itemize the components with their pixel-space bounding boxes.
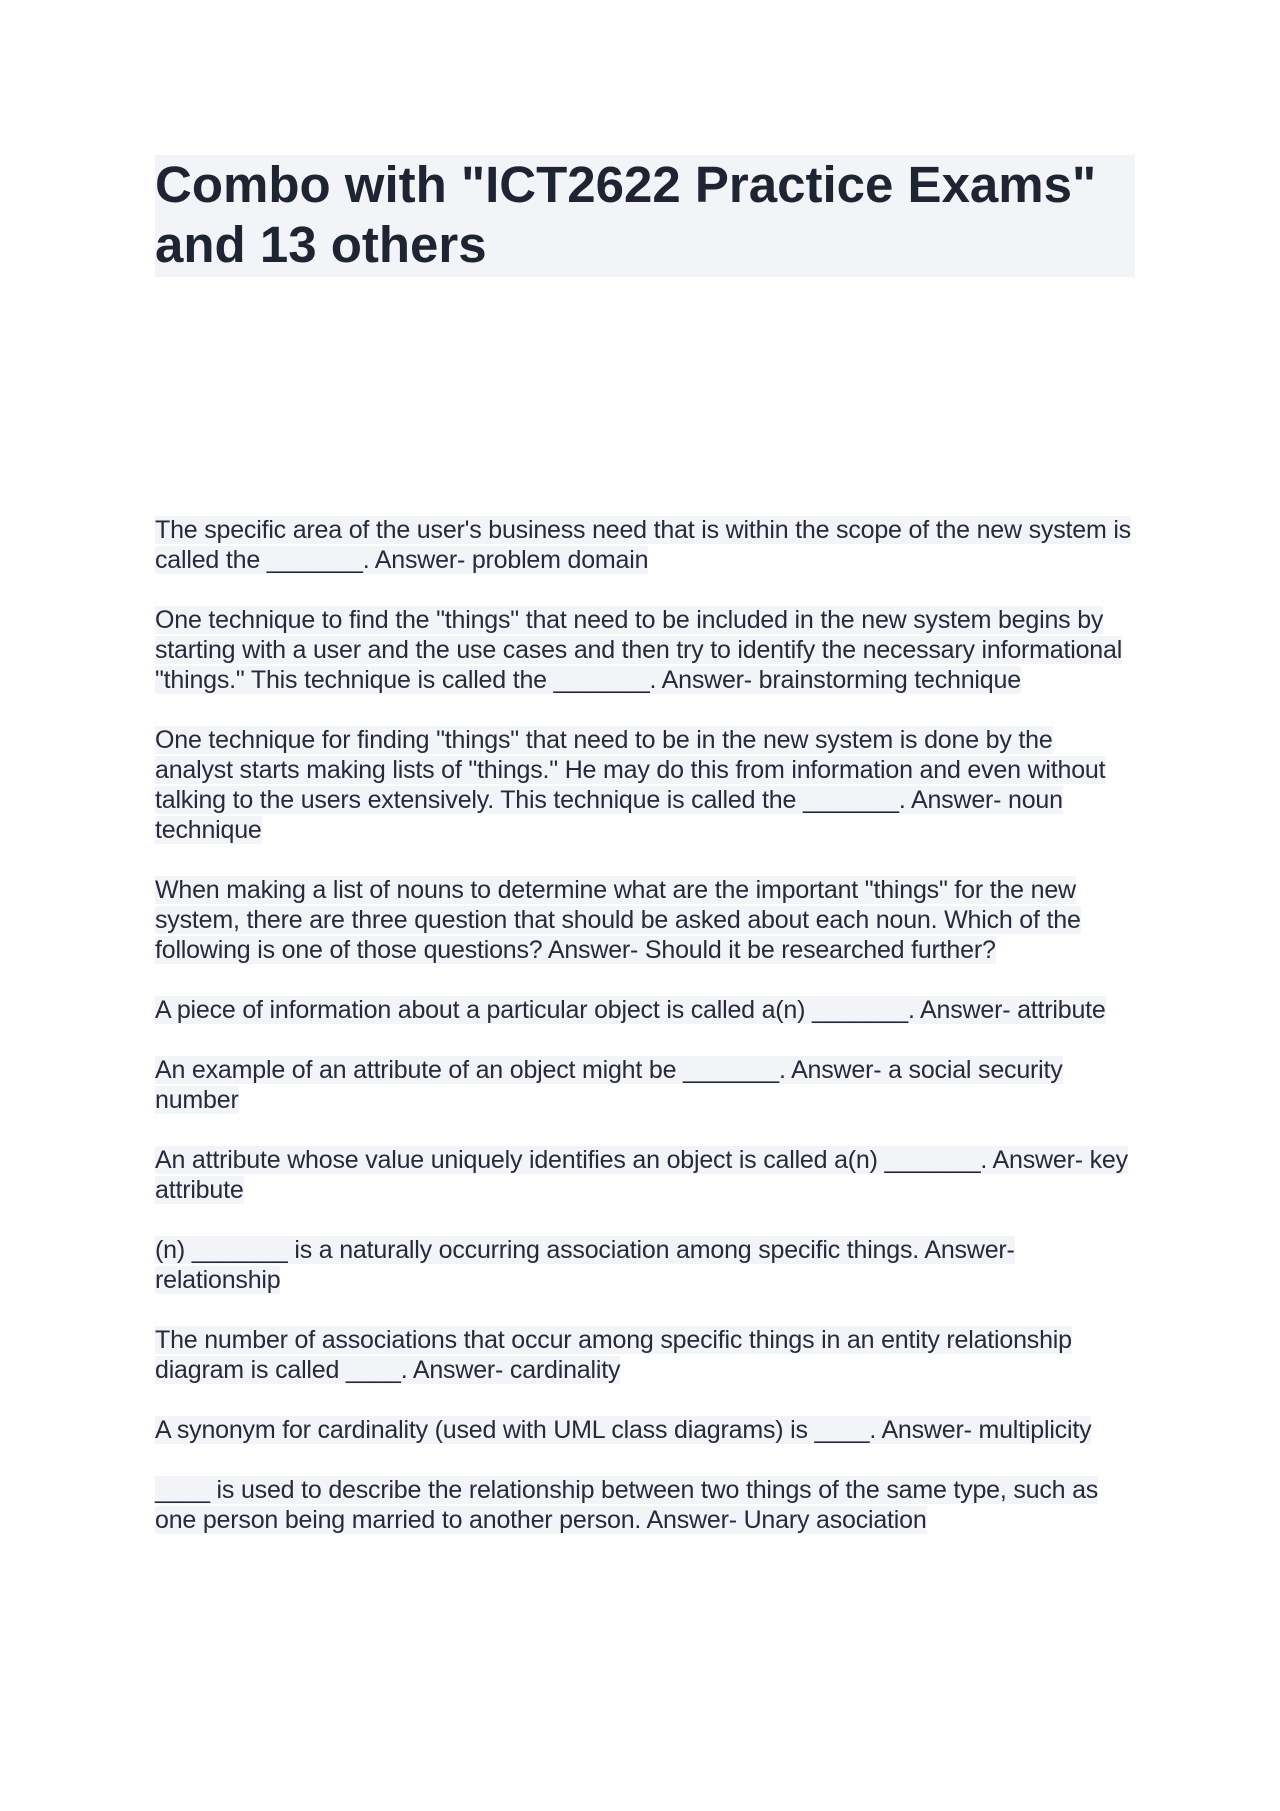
qa-text: One technique for finding "things" that need to be in the new system is done by the analyst starts making lists of "things." He may do this from information and even without talking to the users extensively. This technique is called the _______. Answer- noun technique: [155, 726, 1106, 844]
qa-item: [155, 1415, 1135, 1445]
qa-item: [155, 1475, 1135, 1535]
qa-text: When making a list of nouns to determine what are the important "things" for the new system, there are three question that should be asked about each noun. Which of the following is one of those questions? Answer- Should it be researched further?: [155, 876, 1081, 964]
qa-list: [155, 515, 1135, 1565]
qa-text: A piece of information about a particular object is called a(n) _______. Answer- attribute: [155, 996, 1106, 1024]
qa-text: The number of associations that occur among specific things in an entity relationship diagram is called ____. Answer- cardinality: [155, 1326, 1072, 1384]
qa-item: [155, 1145, 1135, 1205]
qa-item: [155, 995, 1135, 1025]
document-page: [155, 155, 1135, 1534]
qa-item: [155, 1055, 1135, 1115]
qa-text: (n) _______ is a naturally occurring association among specific things. Answer- relationship: [155, 1236, 1015, 1294]
qa-item: [155, 725, 1135, 845]
qa-text: An example of an attribute of an object might be _______. Answer- a social security number: [155, 1056, 1063, 1114]
qa-text: The specific area of the user's business need that is within the scope of the new system is called the _______. Answer- problem domain: [155, 516, 1131, 574]
qa-item: [155, 605, 1135, 695]
qa-text: A synonym for cardinality (used with UML class diagrams) is ____. Answer- multiplicity: [155, 1416, 1092, 1444]
qa-item: [155, 515, 1135, 575]
qa-text: ____ is used to describe the relationship between two things of the same type, such as one person being married to another person. Answer- Unary asociation: [155, 1476, 1099, 1534]
qa-item: [155, 1325, 1135, 1385]
qa-text: One technique to find the "things" that need to be included in the new system begins by starting with a user and the use cases and then try to identify the necessary informational "things." This technique is called the _______. Answer- brainstorming technique: [155, 606, 1123, 694]
qa-item: [155, 1235, 1135, 1295]
qa-item: [155, 875, 1135, 965]
document-title: Combo with "ICT2622 Practice Exams" and 13 others: [155, 155, 1135, 277]
qa-text: An attribute whose value uniquely identifies an object is called a(n) _______. Answer- key attribute: [155, 1146, 1128, 1204]
